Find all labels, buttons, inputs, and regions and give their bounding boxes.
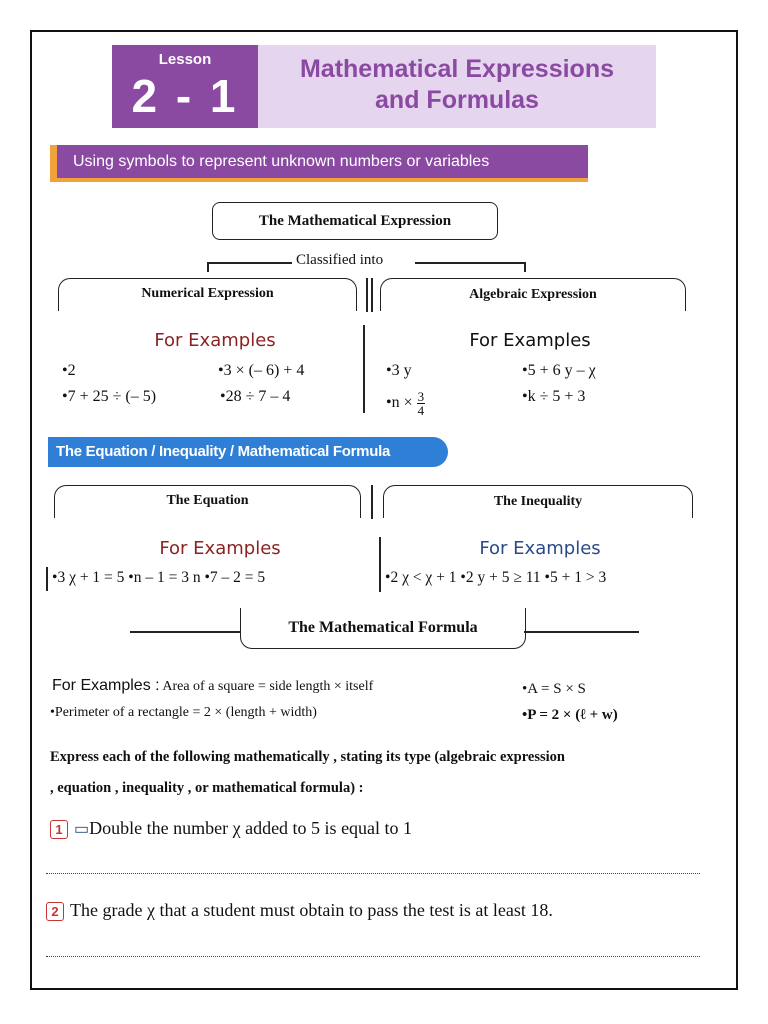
bracket-line-right: [415, 262, 525, 264]
formula-example-1: For Examples : Area of a square = side length × itself: [52, 677, 374, 694]
formula-box: The Mathematical Formula: [240, 608, 526, 649]
bracket-line-left: [207, 262, 292, 264]
lesson-number: 2 - 1: [131, 70, 239, 122]
list-item: •28 ÷ 7 – 4: [220, 388, 291, 405]
formula-example-2: •Perimeter of a rectangle = 2 × (length + width): [50, 705, 317, 720]
bracket-tick-right: [524, 262, 526, 272]
column-divider: [379, 537, 381, 592]
section-banner-equation: The Equation / Inequality / Mathematical Formula: [48, 437, 448, 467]
equation-header: The Equation: [54, 485, 361, 518]
fraction: $\frac{3}{4}$: [417, 389, 425, 418]
list-item: •5 + 6 y – χ: [522, 362, 596, 379]
divider: [371, 485, 373, 519]
question-1: 1 ▭Double the number χ added to 5 is equal to 1: [50, 818, 412, 839]
exercise-instruction-2: , equation , inequality , or mathematical formula) :: [50, 780, 364, 796]
question-2: 2 The grade χ that a student must obtain to pass the test is at least 18.: [46, 900, 553, 921]
list-item: •2: [62, 362, 76, 379]
left-edge-mark: [46, 567, 48, 591]
lesson-word: Lesson: [158, 51, 212, 68]
algebraic-expression-header: Algebraic Expression: [380, 278, 686, 311]
examples-title-inequality: For Examples: [479, 538, 601, 559]
list-item: •n × $\frac{3}{4}$: [386, 389, 425, 418]
title-line-2: and Formulas: [375, 86, 539, 114]
formula-line-left: [130, 631, 240, 633]
examples-title-equation: For Examples: [159, 538, 281, 559]
equation-examples: •3 χ + 1 = 5 •n – 1 = 3 n •7 – 2 = 5: [52, 569, 266, 586]
examples-title-algebraic: For Examples: [469, 330, 591, 351]
exercise-instruction-1: Express each of the following mathematically , stating its type (algebraic expression: [50, 749, 565, 765]
formula-symbol-1: •A = S × S: [522, 681, 586, 697]
bracket-tick-left: [207, 262, 209, 272]
book-icon: ▭: [74, 821, 90, 838]
answer-line-2[interactable]: [46, 956, 700, 957]
classified-label: Classified into: [296, 252, 384, 268]
question-number-badge: 2: [46, 902, 64, 921]
list-item: •k ÷ 5 + 3: [522, 388, 586, 405]
divider: [366, 278, 368, 312]
list-item: •3 y: [386, 362, 412, 379]
title-line-1: Mathematical Expressions: [299, 55, 614, 83]
numerical-expression-header: Numerical Expression: [58, 278, 357, 311]
inequality-header: The Inequality: [383, 485, 693, 518]
lesson-title: [258, 45, 656, 128]
section-banner-symbols: Using symbols to represent unknown numbers or variables: [50, 145, 588, 178]
list-item: •3 × (– 6) + 4: [218, 362, 305, 379]
expression-box: The Mathematical Expression: [212, 202, 498, 240]
answer-line-1[interactable]: [46, 873, 700, 874]
lesson-badge: [112, 45, 258, 128]
examples-title-numerical: For Examples: [154, 330, 276, 351]
formula-line-right: [524, 631, 639, 633]
list-item: •7 + 25 ÷ (– 5): [62, 388, 157, 405]
inequality-examples: •2 χ < χ + 1 •2 y + 5 ≥ 11 •5 + 1 > 3: [385, 569, 607, 586]
divider: [371, 278, 373, 312]
question-number-badge: 1: [50, 820, 68, 839]
column-divider: [363, 325, 365, 413]
formula-symbol-2: •P = 2 × (ℓ + w): [522, 707, 618, 723]
